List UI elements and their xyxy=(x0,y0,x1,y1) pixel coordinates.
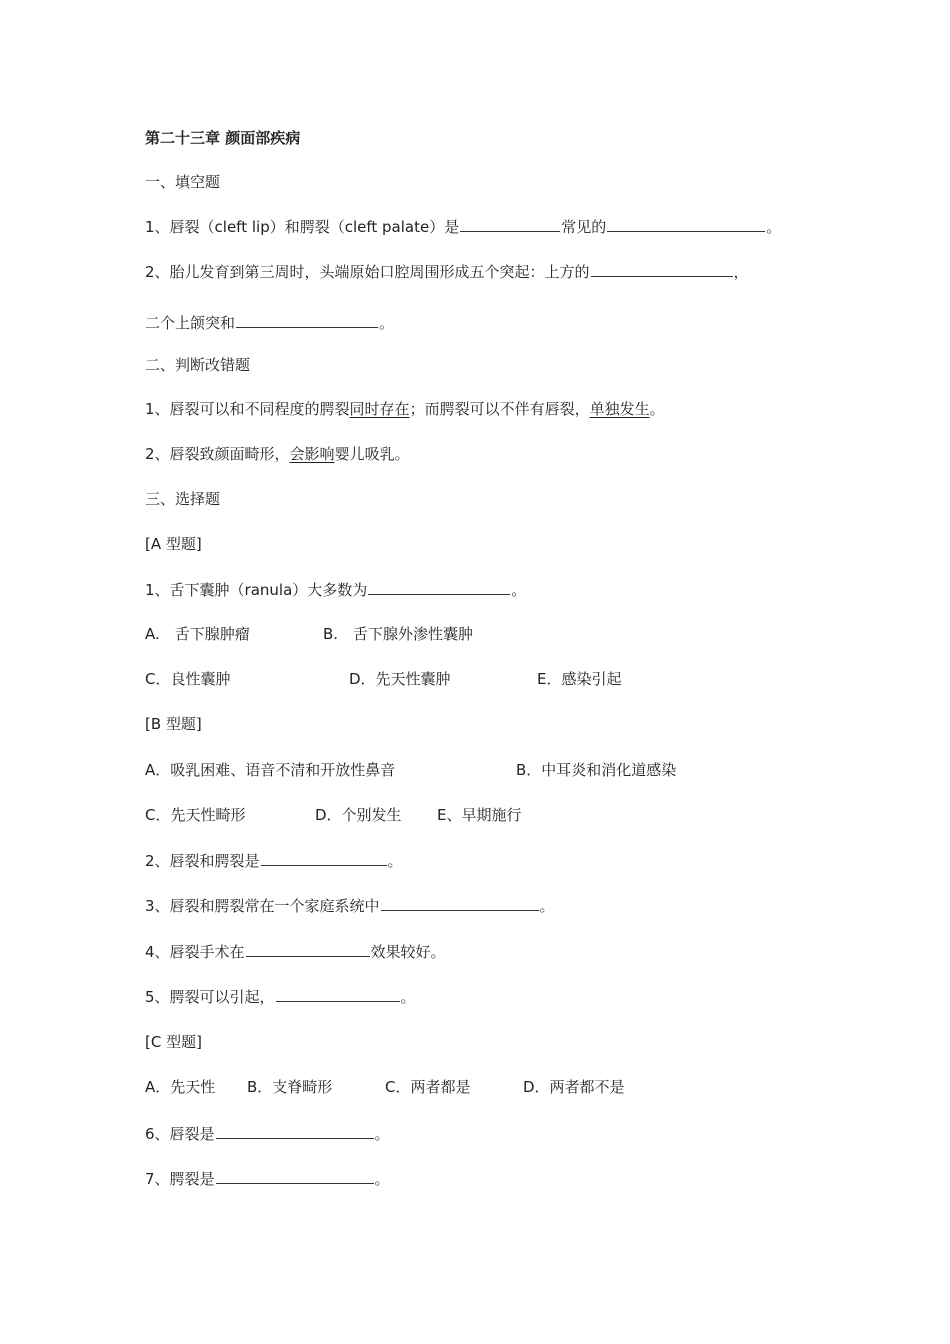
question-text: ；而腭裂可以不伴有唇裂， xyxy=(409,400,590,418)
question-choice-5 xyxy=(145,986,416,1007)
question-text: 6、唇裂是 xyxy=(145,1125,215,1143)
option-d: D．两者都不是 xyxy=(523,1078,625,1096)
question-text: 效果较好。 xyxy=(370,943,446,961)
option-c: C．良性囊肿 xyxy=(145,670,231,688)
question-choice-2 xyxy=(145,850,403,871)
question-text: 常见的 xyxy=(561,218,607,236)
question-fill-2 xyxy=(145,261,749,282)
option-a: A. 舌下腺肿瘤 xyxy=(145,625,250,643)
underlined-term: 单独发生 xyxy=(589,400,650,418)
underlined-term: 同时存在 xyxy=(349,400,410,418)
option-c: C．先天性畸形 xyxy=(145,806,246,824)
question-text: 。 xyxy=(374,1170,390,1188)
question-text: 1、舌下囊肿（ranula）大多数为 xyxy=(145,581,368,599)
option-e: E、早期施行 xyxy=(437,806,522,824)
question-text: 。 xyxy=(387,852,403,870)
question-text: 。 xyxy=(766,218,782,236)
option-a: A．先天性 xyxy=(145,1078,216,1096)
question-text: 2、唇裂致颜面畸形， xyxy=(145,445,290,463)
question-text: 。 xyxy=(374,1125,390,1143)
question-text: 二个上颌突和 xyxy=(145,314,236,332)
answer-blank xyxy=(216,1168,374,1184)
option-d: D．先天性囊肿 xyxy=(349,670,451,688)
type-c-label: [C 型题] xyxy=(145,1033,202,1051)
question-text: 1、唇裂可以和不同程度的腭裂 xyxy=(145,400,350,418)
answer-blank xyxy=(261,850,387,866)
option-c: C．两者都是 xyxy=(385,1078,471,1096)
question-text: ， xyxy=(733,263,749,281)
question-fill-1 xyxy=(145,216,781,237)
question-text: 2、唇裂和腭裂是 xyxy=(145,852,260,870)
question-choice-6 xyxy=(145,1123,390,1144)
answer-blank xyxy=(460,216,560,232)
question-text: 。 xyxy=(511,581,527,599)
type-b-label: [B 型题] xyxy=(145,715,202,733)
question-text: 4、唇裂手术在 xyxy=(145,943,245,961)
question-choice-1 xyxy=(145,579,526,600)
answer-blank xyxy=(368,579,510,595)
answer-blank xyxy=(236,312,378,328)
question-text: 。 xyxy=(649,400,665,418)
question-choice-7 xyxy=(145,1168,390,1189)
option-d: D．个别发生 xyxy=(315,806,402,824)
option-b: B. 舌下腺外渗性囊肿 xyxy=(323,625,474,643)
answer-blank xyxy=(276,986,400,1002)
answer-blank xyxy=(381,895,539,911)
question-text: 2、胎儿发育到第三周时，头端原始口腔周围形成五个突起：上方的 xyxy=(145,263,590,281)
question-text: 婴儿吸乳。 xyxy=(334,445,410,463)
question-text: 7、腭裂是 xyxy=(145,1170,215,1188)
type-a-label: [A 型题] xyxy=(145,535,202,553)
question-text: 。 xyxy=(379,314,395,332)
question-text: 。 xyxy=(539,897,555,915)
chapter-title: 第二十三章 颜面部疾病 xyxy=(145,129,301,147)
answer-blank xyxy=(216,1123,374,1139)
section-heading-fill-blank: 一、填空题 xyxy=(145,173,221,191)
question-text: 1、唇裂（cleft lip）和腭裂（cleft palate）是 xyxy=(145,218,460,236)
question-choice-3 xyxy=(145,895,555,916)
underlined-term: 会影响 xyxy=(289,445,335,463)
section-heading-true-false: 二、判断改错题 xyxy=(145,356,251,374)
option-b: B．支脊畸形 xyxy=(247,1078,333,1096)
question-text: 。 xyxy=(400,988,416,1006)
question-tf-1 xyxy=(145,399,665,419)
question-tf-2 xyxy=(145,444,410,464)
answer-blank xyxy=(591,261,733,277)
answer-blank xyxy=(246,941,370,957)
option-a: A．吸乳困难、语音不清和开放性鼻音 xyxy=(145,761,396,779)
option-e: E．感染引起 xyxy=(537,670,622,688)
option-b: B．中耳炎和消化道感染 xyxy=(516,761,677,779)
question-text: 3、唇裂和腭裂常在一个家庭系统中 xyxy=(145,897,380,915)
question-fill-2-continued xyxy=(145,312,394,333)
question-choice-4 xyxy=(145,941,446,962)
answer-blank xyxy=(607,216,765,232)
question-text: 5、腭裂可以引起， xyxy=(145,988,275,1006)
section-heading-choice: 三、选择题 xyxy=(145,490,221,508)
